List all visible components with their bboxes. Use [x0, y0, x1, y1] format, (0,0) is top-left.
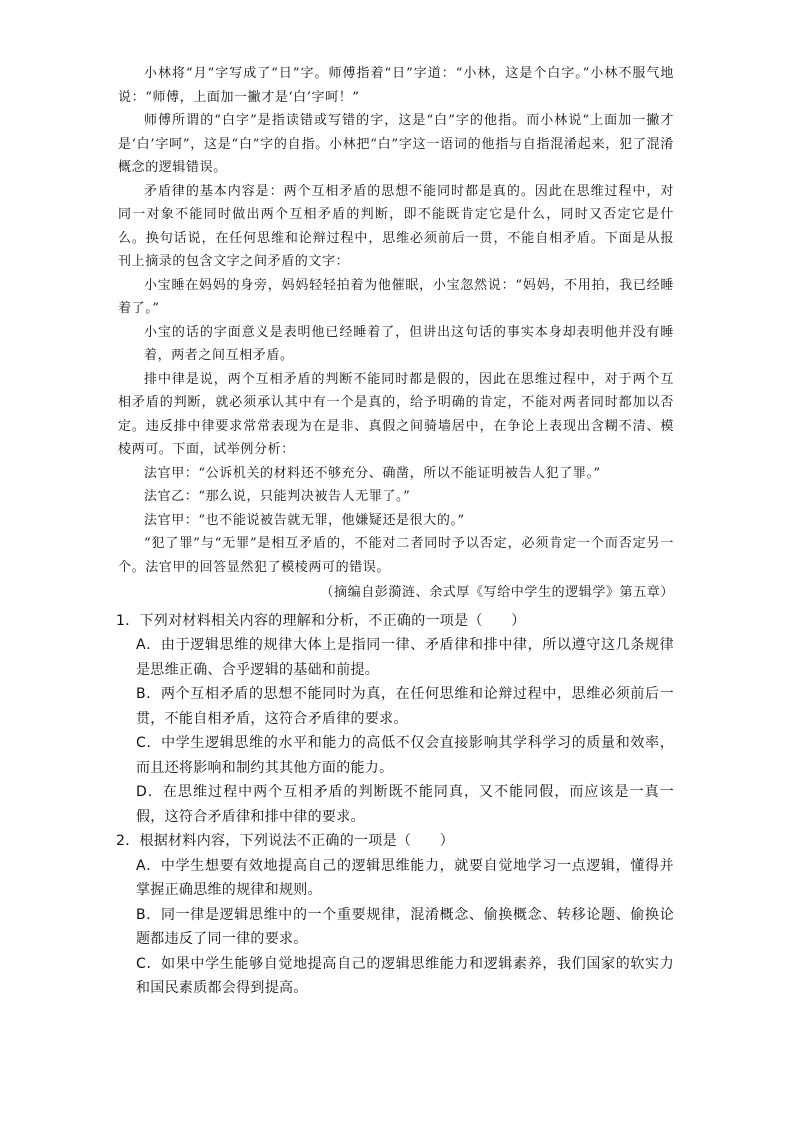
- passage-paragraph: 法官乙：“那么说，只能判决被告人无罪了。”: [144, 489, 411, 504]
- passage-paragraph: 矛盾律的基本内容是：两个互相矛盾的思想不能同时都是真的。因此在思维过程中，对同一对象不能同时做出两个互相矛盾的判断，即不能既肯定它是什么，同时又否定它是什么。换句话说，在任何思维和论辩过程中，思维必须前后一贯，不能自相矛盾。下面是从报刊上摘录的包含文字之间矛盾的文字：: [118, 183, 674, 269]
- question-1: [116, 609, 674, 830]
- option-a: A．中学生想要有效地提高自己的逻辑思维能力，就要自觉地学习一点逻辑，懂得并掌握正确思维的规律和规则。: [136, 857, 674, 898]
- question-list: [116, 609, 674, 1001]
- question-2: [116, 829, 674, 1001]
- option-d: D．在思维过程中两个互相矛盾的判断既不能同真，又不能同假，而应该是一真一假，这符合矛盾律和排中律的要求。: [136, 784, 674, 825]
- passage-source: （摘编自彭漪涟、余式厚《写给中学生的逻辑学》第五章）: [320, 585, 674, 600]
- option-b: B．同一律是逻辑思维中的一个重要规律，混淆概念、偷换概念、转移论题、偷换论题都违反了同一律的要求。: [136, 906, 674, 947]
- reading-passage: [118, 62, 674, 605]
- passage-paragraph: 排中律是说，两个互相矛盾的判断不能同时都是假的，因此在思维过程中，对于两个互相矛盾的判断，就必须承认其中有一个是真的，给予明确的肯定，不能对两者同时都加以否定。违反排中律要求常常表现为在是非、真假之间骑墙居中，在争论上表现出含糊不清、模棱两可。下面，试举例分析：: [118, 371, 674, 457]
- option-c: C．中学生逻辑思维的水平和能力的高低不仅会直接影响其学科学习的质量和效率，而且还将影响和制约其其他方面的能力。: [136, 735, 674, 776]
- passage-paragraph: 法官甲：“公诉机关的材料还不够充分、确凿，所以不能证明被告人犯了罪。”: [144, 465, 601, 481]
- passage-paragraph: 小宝的话的字面意义是表明他已经睡着了，但讲出这句话的事实本身却表明他并没有睡着，两者之间互相矛盾。: [144, 324, 674, 363]
- document-page: [118, 62, 674, 1001]
- option-a: A．由于逻辑思维的规律大体上是指同一律、矛盾律和排中律，所以遵守这几条规律是思维正确、合乎逻辑的基础和前提。: [136, 637, 674, 678]
- passage-paragraph: 小宝睡在妈妈的身旁，妈妈轻轻拍着为他催眠，小宝忽然说：“妈妈，不用拍，我已经睡着了。”: [118, 277, 674, 316]
- passage-paragraph: 师傅所谓的“白字”是指读错或写错的字，这是“白”字的他指。而小林说“上面加一撇才是‘白’字呵”，这是“白”字的自指。小林把“白”字这一语词的他指与自指混淆起来，犯了混淆概念的逻辑错误。: [118, 113, 674, 175]
- question-stem: 1．下列对材料相关内容的理解和分析，不正确的一项是（ ）: [116, 612, 526, 629]
- option-c: C．如果中学生能够自觉地提高自己的逻辑思维能力和逻辑素养，我们国家的软实力和国民素质都会得到提高。: [136, 955, 674, 996]
- passage-paragraph: “犯了罪”与“无罪”是相互矛盾的，不能对二者同时予以否定，必须肯定一个而否定另一个。法官甲的回答显然犯了模棱两可的错误。: [118, 536, 674, 575]
- question-stem: 2．根据材料内容，下列说法不正确的一项是（ ）: [116, 833, 455, 849]
- passage-paragraph: 小林将“月”字写成了“日”字。师傅指着“日”字道：“小林，这是个白字。”小林不服气地说：“师傅，上面加一撇才是‘白’字呵！”: [118, 66, 674, 105]
- option-b: B．两个互相矛盾的思想不能同时为真，在任何思维和论辩过程中，思维必须前后一贯，不能自相矛盾，这符合矛盾律的要求。: [136, 686, 674, 727]
- passage-paragraph: 法官甲：“也不能说被告就无罪，他嫌疑还是很大的。”: [144, 512, 465, 528]
